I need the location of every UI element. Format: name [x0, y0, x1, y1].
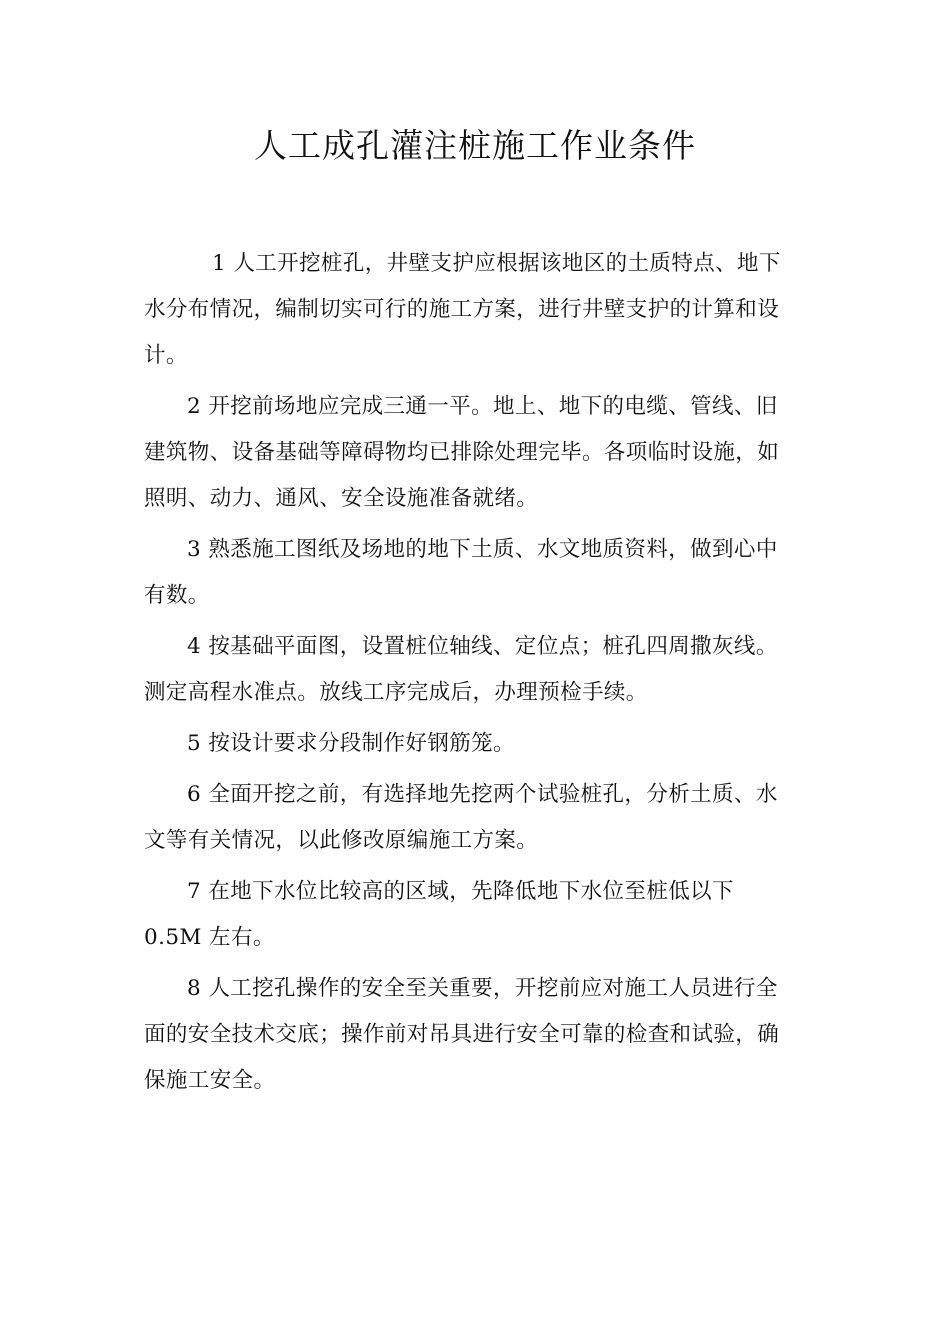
paragraph-8: 8 人工挖孔操作的安全至关重要，开挖前应对施工人员进行全面的安全技术交底；操作前对吊具进行安全可靠的检查和试验，确保施工安全。 [144, 976, 780, 1093]
document-title: 人工成孔灌注桩施工作业条件 [254, 126, 696, 165]
paragraph-2: 2 开挖前场地应完成三通一平。地上、地下的电缆、管线、旧建筑物、设备基础等障碍物均已排除处理完毕。各项临时设施，如照明、动力、通风、安全设施准备就绪。 [144, 394, 780, 511]
paragraph-4: 4 按基础平面图，设置桩位轴线、定位点；桩孔四周撒灰线。测定高程水准点。放线工序完成后，办理预检手续。 [144, 634, 778, 705]
paragraph-5: 5 按设计要求分段制作好钢筋笼。 [187, 731, 515, 756]
document-body [144, 241, 796, 1109]
paragraph-3: 3 熟悉施工图纸及场地的地下土质、水文地质资料，做到心中有数。 [144, 537, 778, 608]
paragraph-6: 6 全面开挖之前，有选择地先挖两个试验桩孔，分析土质、水文等有关情况，以此修改原编施工方案。 [144, 782, 778, 853]
paragraph-1: 1 人工开挖桩孔，井壁支护应根据该地区的土质特点、地下水分布情况，编制切实可行的施工方案，进行井壁支护的计算和设计。 [144, 251, 781, 368]
paragraph-7: 7 在地下水位比较高的区域，先降低地下水位至桩低以下 0.5M 左右。 [144, 879, 734, 950]
